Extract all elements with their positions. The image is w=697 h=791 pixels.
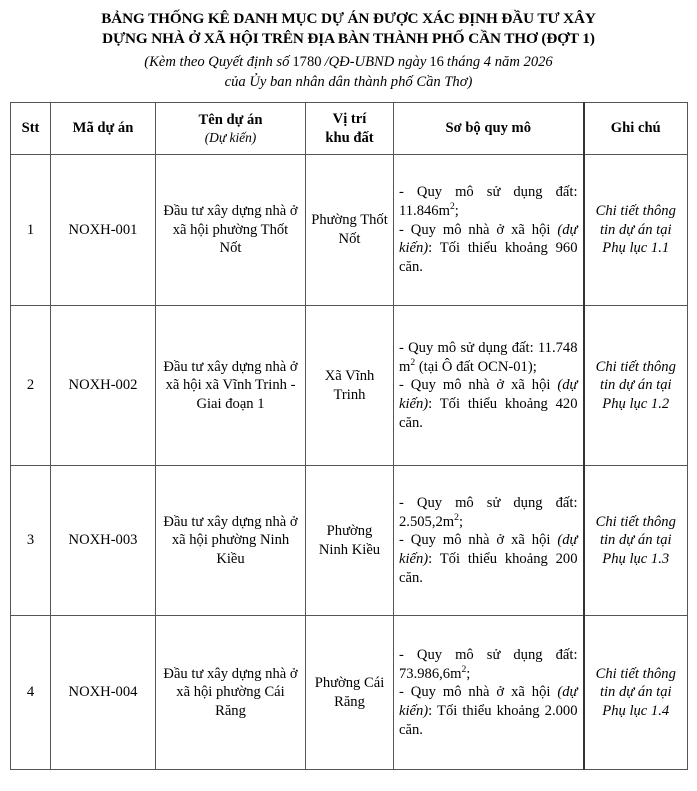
table-row <box>11 466 688 616</box>
cell-note: Chi tiết thông tin dự án tại Phụ lục 1.1 <box>584 155 688 306</box>
cell-location: Xã Vĩnh Trinh <box>306 306 394 466</box>
scale-land-line <box>399 646 578 683</box>
column-header-location-line-2: khu đất <box>325 129 374 146</box>
reference-middle: /QĐ-UBND ngày <box>324 54 427 71</box>
scale-house-label: - Quy mô nhà ở xã hội <box>399 377 551 394</box>
cell-scale <box>394 616 584 770</box>
page-title <box>22 9 675 49</box>
scale-house-tail: : Tối thiểu khoảng 420 căn. <box>399 395 578 431</box>
scale-land-tail: ; <box>458 513 464 530</box>
decree-day: 16 <box>429 54 444 71</box>
scale-land-label: - Quy mô sử dụng đất: <box>399 339 534 356</box>
reference-prefix: (Kèm theo Quyết định số <box>144 54 290 71</box>
cell-project-code: NOXH-001 <box>51 155 156 306</box>
scale-land-value: 11.748 m <box>399 339 578 375</box>
scale-land-value: 11.846m <box>399 203 450 220</box>
table-row <box>11 616 688 770</box>
scale-house-tail: : Tối thiểu khoảng 960 căn. <box>399 240 578 276</box>
scale-land-label: - Quy mô sử dụng đất: <box>399 184 578 201</box>
cell-scale <box>394 155 584 306</box>
cell-project-name: Đầu tư xây dựng nhà ở xã hội phường Cái Răng <box>156 616 306 770</box>
page-title-line-2: DỰNG NHÀ Ở XÃ HỘI TRÊN ĐỊA BÀN THÀNH PHỐ CẦN THƠ (ĐỢT 1) <box>102 30 595 48</box>
scale-land-value: 2.505,2m <box>399 513 455 530</box>
cell-stt: 1 <box>11 155 51 306</box>
cell-scale <box>394 466 584 616</box>
cell-stt: 4 <box>11 616 51 770</box>
scale-land-unit-exponent: 2 <box>461 663 467 675</box>
scale-house-label: - Quy mô nhà ở xã hội <box>399 684 551 701</box>
table-body <box>11 155 688 770</box>
scale-land-value: 73.986,6m <box>399 665 462 682</box>
column-header-note: Ghi chú <box>584 103 688 155</box>
cell-project-code: NOXH-004 <box>51 616 156 770</box>
scale-land-line <box>399 183 578 220</box>
scale-land-line <box>399 339 578 376</box>
document-reference <box>22 53 675 93</box>
scale-land-tail: (tại Ô đất OCN-01); <box>415 358 537 375</box>
scale-land-tail: ; <box>466 665 471 682</box>
scale-house-label: - Quy mô nhà ở xã hội <box>399 532 551 549</box>
cell-note: Chi tiết thông tin dự án tại Phụ lục 1.2 <box>584 306 688 466</box>
column-header-project-code: Mã dự án <box>51 103 156 155</box>
scale-land-label: - Quy mô sử dụng đất: <box>399 646 578 663</box>
column-header-project-name-sub: (Dự kiến) <box>204 129 257 145</box>
scale-house-label: - Quy mô nhà ở xã hội <box>399 221 551 238</box>
table-row <box>11 306 688 466</box>
cell-location: Phường Thốt Nốt <box>306 155 394 306</box>
column-header-project-name <box>156 103 306 155</box>
scale-house-italic: (dự kiến) <box>399 532 578 567</box>
table-row <box>11 155 688 306</box>
scale-house-italic: (dự kiến) <box>399 377 578 412</box>
scale-land-unit-exponent: 2 <box>449 201 455 213</box>
cell-note: Chi tiết thông tin dự án tại Phụ lục 1.4 <box>584 616 688 770</box>
scale-house-tail: : Tối thiểu khoảng 2.000 căn. <box>399 702 578 738</box>
project-statistics-table <box>10 102 688 770</box>
column-header-scale: Sơ bộ quy mô <box>394 103 584 155</box>
cell-stt: 3 <box>11 466 51 616</box>
column-header-project-name-main: Tên dự án <box>198 112 263 129</box>
scale-land-line <box>399 494 578 531</box>
scale-house-italic: (dự kiến) <box>399 221 578 257</box>
cell-project-name: Đầu tư xây dựng nhà ở xã hội phường Thốt Nốt <box>156 155 306 306</box>
column-header-stt: Stt <box>11 103 51 155</box>
cell-project-code: NOXH-002 <box>51 306 156 466</box>
cell-project-name: Đầu tư xây dựng nhà ở xã hội phường Ninh Kiều <box>156 466 306 616</box>
cell-note: Chi tiết thông tin dự án tại Phụ lục 1.3 <box>584 466 688 616</box>
scale-land-unit-exponent: 2 <box>454 511 459 523</box>
scale-land-label: - Quy mô sử dụng đất: <box>399 494 578 511</box>
table-header-row <box>11 103 688 155</box>
cell-project-name: Đầu tư xây dựng nhà ở xã hội xã Vĩnh Trinh - Giai đoạn 1 <box>156 306 306 466</box>
cell-location: Phường Ninh Kiều <box>306 466 394 616</box>
table-container <box>0 93 697 770</box>
scale-land-unit-exponent: 2 <box>410 356 416 368</box>
cell-stt: 2 <box>11 306 51 466</box>
column-header-location <box>306 103 394 155</box>
decree-number: 1780 <box>292 54 322 71</box>
reference-issuer: của Ủy ban nhân dân thành phố Cần Thơ) <box>224 74 473 91</box>
scale-house-italic: (dự kiến) <box>399 684 578 719</box>
page-title-line-1: BẢNG THỐNG KÊ DANH MỤC DỰ ÁN ĐƯỢC XÁC ĐỊNH ĐẦU TƯ XÂY <box>101 10 596 27</box>
cell-project-code: NOXH-003 <box>51 466 156 616</box>
table-header <box>11 103 688 155</box>
title-block <box>0 0 697 93</box>
reference-suffix: tháng 4 năm 2026 <box>446 54 553 71</box>
cell-location: Phường Cái Răng <box>306 616 394 770</box>
column-header-location-line-1: Vị trí <box>332 110 367 127</box>
scale-house-tail: : Tối thiểu khoảng 200 căn. <box>399 550 578 586</box>
cell-scale <box>394 306 584 466</box>
scale-land-tail: ; <box>454 203 459 220</box>
